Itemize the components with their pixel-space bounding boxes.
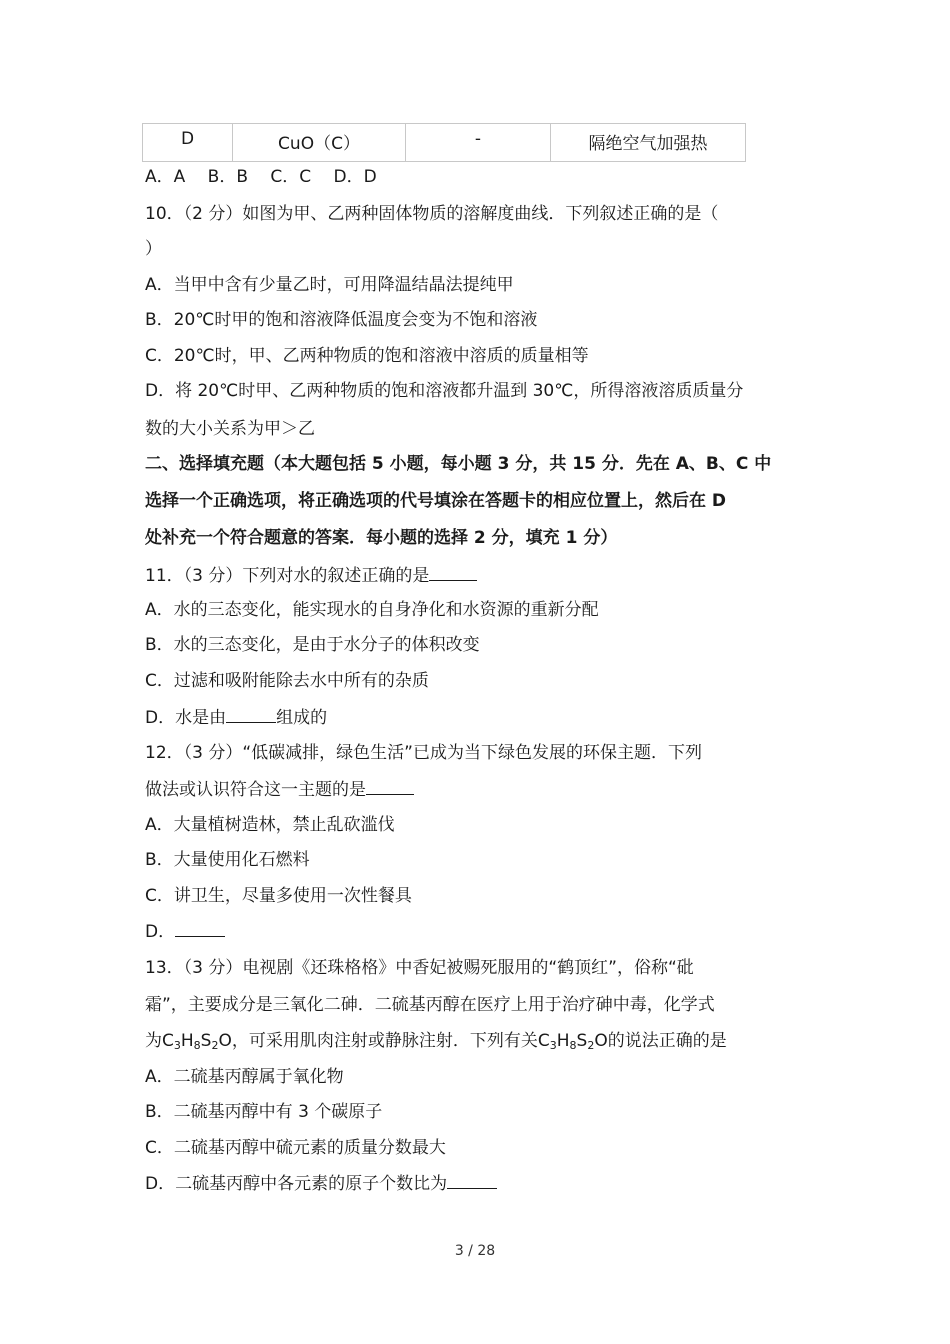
q11-option-c: C．过滤和吸附能除去水中所有的杂质 xyxy=(145,671,429,691)
q10-option-d-line2: 数的大小关系为甲＞乙 xyxy=(145,419,315,439)
q11-option-a: A．水的三态变化，能实现水的自身净化和水资源的重新分配 xyxy=(145,600,599,620)
section2-heading-line1: 二、选择填充题（本大题包括 5 小题，每小题 3 分，共 15 分．先在 A、B、C 中 xyxy=(145,454,772,474)
chemical-formula: $C_3H_8S_2O$ xyxy=(537,1031,608,1052)
answer-blank xyxy=(175,920,225,937)
chemical-formula: $C_3H_8S_2O$ xyxy=(162,1031,232,1052)
q13-option-b: B．二硫基丙醇中有 3 个碳原子 xyxy=(145,1102,383,1122)
q11-option-b: B．水的三态变化，是由于水分子的体积改变 xyxy=(145,635,480,655)
q13-option-d xyxy=(145,1172,497,1195)
q12-option-d-label: D． xyxy=(145,922,176,942)
q13-option-d-pre: D．二硫基丙醇中各元素的原子个数比为 xyxy=(145,1174,448,1194)
q10-stem-line2: ） xyxy=(145,239,162,259)
q12-stem-line2 xyxy=(145,778,414,801)
q13-line3-pre: 为 xyxy=(145,1031,162,1051)
section2-heading-line3: 处补充一个符合题意的答案．每小题的选择 2 分，填充 1 分） xyxy=(145,528,618,548)
page-number: 3 / 28 xyxy=(454,1243,496,1259)
q12-option-b: B．大量使用化石燃料 xyxy=(145,850,310,870)
q10-option-a: A．当甲中含有少量乙时，可用降温结晶法提纯甲 xyxy=(145,275,514,295)
table-row xyxy=(143,124,746,162)
q10-option-d-line1: D．将 20℃时甲、乙两种物质的饱和溶液都升温到 30℃，所得溶液溶质质量分 xyxy=(145,381,744,401)
q13-option-a: A．二硫基丙醇属于氧化物 xyxy=(145,1067,344,1087)
q11-stem-text: 11．（3 分）下列对水的叙述正确的是 xyxy=(145,566,430,586)
q13-option-c: C．二硫基丙醇中硫元素的质量分数最大 xyxy=(145,1138,446,1158)
q13-stem-line3 xyxy=(145,1030,727,1052)
q10-option-b: B．20℃时甲的饱和溶液降低温度会变为不饱和溶液 xyxy=(145,310,538,330)
table-cell: CuO（C） xyxy=(233,124,406,162)
table-cell: - xyxy=(406,124,551,162)
q11-option-d xyxy=(145,706,327,729)
answer-blank xyxy=(429,564,477,581)
options-table xyxy=(142,123,746,162)
answer-blank xyxy=(447,1172,497,1189)
answer-blank xyxy=(366,778,414,795)
table-cell: 隔绝空气加强热 xyxy=(551,124,746,162)
q13-line3-mid: ，可采用肌肉注射或静脉注射．下列有关 xyxy=(231,1031,538,1051)
answer-blank xyxy=(226,706,276,723)
q12-option-d xyxy=(145,920,225,943)
q12-stem-line1: 12．（3 分）“低碳减排，绿色生活”已成为当下绿色发展的环保主题．下列 xyxy=(145,743,702,763)
q12-option-c: C．讲卫生，尽量多使用一次性餐具 xyxy=(145,886,412,906)
q12-stem-line2-text: 做法或认识符合这一主题的是 xyxy=(145,780,366,800)
q13-line3-post: 的说法正确的是 xyxy=(607,1031,727,1051)
table-cell: D xyxy=(143,124,233,162)
q12-option-a: A．大量植树造林，禁止乱砍滥伐 xyxy=(145,815,395,835)
q11-option-d-post: 组成的 xyxy=(276,708,328,728)
q13-stem-line1: 13．（3 分）电视剧《还珠格格》中香妃被赐死服用的“鹤顶红”，俗称“砒 xyxy=(145,958,694,978)
q11-stem xyxy=(145,564,477,587)
q11-option-d-pre: D．水是由 xyxy=(145,708,227,728)
section2-heading-line2: 选择一个正确选项，将正确选项的代号填涂在答题卡的相应位置上，然后在 D xyxy=(145,491,727,511)
q9-options: A．A B．B C．C D．D xyxy=(145,167,377,187)
q10-stem-line1: 10．（2 分）如图为甲、乙两种固体物质的溶解度曲线．下列叙述正确的是（ xyxy=(145,204,719,224)
q13-stem-line2: 霜”，主要成分是三氧化二砷．二硫基丙醇在医疗上用于治疗砷中毒，化学式 xyxy=(145,995,715,1015)
q10-option-c: C．20℃时，甲、乙两种物质的饱和溶液中溶质的质量相等 xyxy=(145,346,589,366)
